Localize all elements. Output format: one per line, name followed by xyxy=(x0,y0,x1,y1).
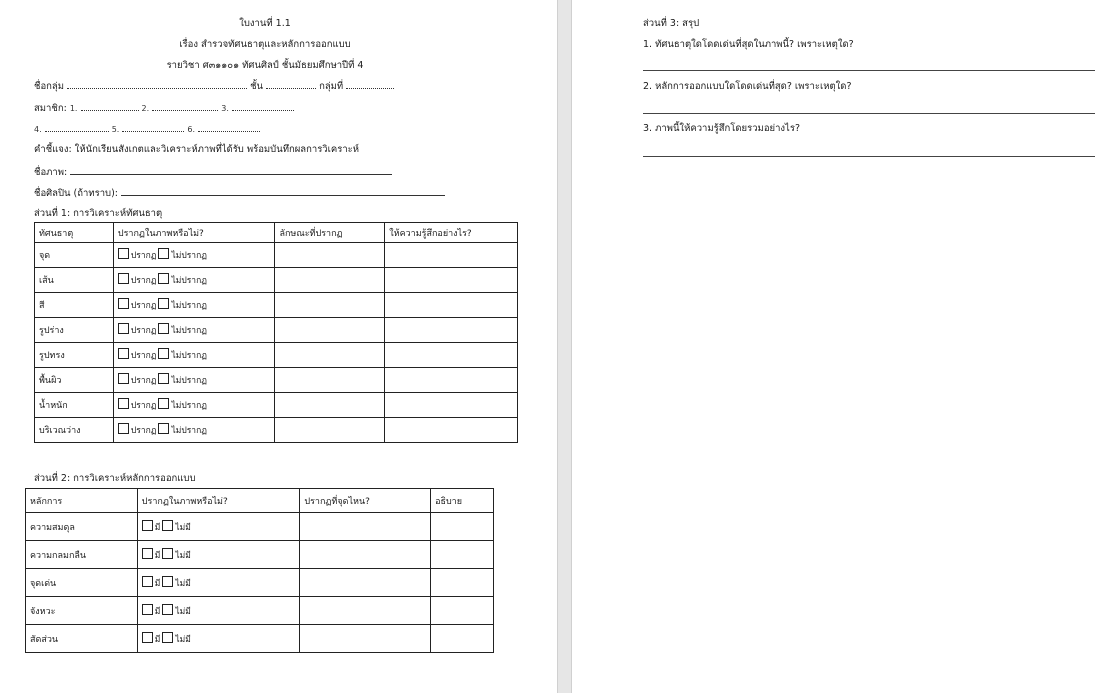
member-blank[interactable] xyxy=(198,122,260,132)
answer-cell[interactable] xyxy=(431,597,494,625)
answer-line-2[interactable] xyxy=(643,113,1095,114)
row-label: สัดส่วน xyxy=(26,625,138,653)
answer-cell[interactable] xyxy=(431,513,494,541)
checkbox-yes[interactable] xyxy=(118,348,129,359)
table-row xyxy=(26,597,494,625)
checkbox-no[interactable] xyxy=(162,548,173,559)
option-yes-label: ปรากฏ xyxy=(130,276,157,286)
option-yes-label: ปรากฏ xyxy=(130,426,157,436)
table-row xyxy=(35,393,518,418)
member-blank[interactable] xyxy=(152,101,218,111)
checkbox-yes[interactable] xyxy=(142,604,153,615)
table-row xyxy=(26,569,494,597)
member-blank[interactable] xyxy=(122,122,184,132)
row-label: บริเวณว่าง xyxy=(35,418,114,443)
option-yes-label: ปรากฏ xyxy=(130,251,157,261)
presence-cell xyxy=(113,418,275,443)
principles-table xyxy=(25,488,494,653)
member-num: 3. xyxy=(221,104,229,113)
answer-cell[interactable] xyxy=(300,597,431,625)
table-header-row xyxy=(35,223,518,243)
header-cell: ปรากฏที่จุดไหน? xyxy=(300,489,431,513)
checkbox-no[interactable] xyxy=(158,323,169,334)
answer-cell[interactable] xyxy=(275,243,385,268)
checkbox-no[interactable] xyxy=(162,632,173,643)
option-no-label: ไม่ปรากฏ xyxy=(171,426,207,436)
row-label: น้ำหนัก xyxy=(35,393,114,418)
header-cell: ลักษณะที่ปรากฏ xyxy=(275,223,385,243)
groupno-blank[interactable] xyxy=(346,79,394,89)
presence-cell xyxy=(137,569,300,597)
answer-cell[interactable] xyxy=(385,268,518,293)
checkbox-yes[interactable] xyxy=(118,398,129,409)
answer-cell[interactable] xyxy=(300,541,431,569)
header-cell: ทัศนธาตุ xyxy=(35,223,114,243)
elements-table xyxy=(34,222,518,443)
checkbox-no[interactable] xyxy=(158,298,169,309)
checkbox-yes[interactable] xyxy=(118,373,129,384)
part2-title: ส่วนที่ 2: การวิเคราะห์หลักการออกแบบ xyxy=(34,473,196,484)
worksheet-title: ใบงานที่ 1.1 xyxy=(239,18,291,29)
header-cell: ปรากฏในภาพหรือไม่? xyxy=(113,223,275,243)
option-no-label: ไม่ปรากฏ xyxy=(171,351,207,361)
answer-line-3[interactable] xyxy=(643,156,1095,157)
header-cell: ปรากฏในภาพหรือไม่? xyxy=(137,489,300,513)
row-label: ความกลมกลืน xyxy=(26,541,138,569)
image-name-row xyxy=(34,164,392,180)
answer-line-1[interactable] xyxy=(643,70,1095,71)
table-row xyxy=(26,513,494,541)
table-row xyxy=(35,418,518,443)
option-no-label: ไม่มี xyxy=(175,578,191,589)
table-header-row xyxy=(26,489,494,513)
row-label: รูปร่าง xyxy=(35,318,114,343)
row-label: รูปทรง xyxy=(35,343,114,368)
row-label: พื้นผิว xyxy=(35,368,114,393)
option-no-label: ไม่มี xyxy=(175,550,191,561)
answer-cell[interactable] xyxy=(275,293,385,318)
member-num: 4. xyxy=(34,125,42,134)
checkbox-no[interactable] xyxy=(158,373,169,384)
presence-cell xyxy=(137,513,300,541)
worksheet-subject: เรื่อง สำรวจทัศนธาตุและหลักการออกแบบ xyxy=(179,39,351,50)
answer-cell[interactable] xyxy=(275,393,385,418)
answer-cell[interactable] xyxy=(275,418,385,443)
worksheet-course: รายวิชา ศ๓๑๑๐๑ ทัศนศิลป์ ชั้นมัธยมศึกษาปีที่ 4 xyxy=(166,60,364,71)
group-name-blank[interactable] xyxy=(67,79,247,89)
row-label: เส้น xyxy=(35,268,114,293)
members-label: สมาชิก: xyxy=(34,103,67,114)
checkbox-no[interactable] xyxy=(162,520,173,531)
answer-cell[interactable] xyxy=(275,368,385,393)
row-label: จุด xyxy=(35,243,114,268)
checkbox-no[interactable] xyxy=(158,423,169,434)
answer-cell[interactable] xyxy=(385,393,518,418)
member-num: 1. xyxy=(69,104,78,113)
option-no-label: ไม่ปรากฏ xyxy=(171,326,207,336)
option-yes-label: มี xyxy=(154,578,161,589)
answer-cell[interactable] xyxy=(385,343,518,368)
answer-cell[interactable] xyxy=(275,268,385,293)
presence-cell xyxy=(113,393,275,418)
option-no-label: ไม่มี xyxy=(175,606,191,617)
artist-row xyxy=(34,185,445,201)
option-yes-label: ปรากฏ xyxy=(130,326,157,336)
option-no-label: ไม่ปรากฏ xyxy=(171,376,207,386)
row-label: ความสมดุล xyxy=(26,513,138,541)
answer-cell[interactable] xyxy=(275,343,385,368)
presence-cell xyxy=(113,368,275,393)
table-row xyxy=(35,268,518,293)
checkbox-yes[interactable] xyxy=(142,548,153,559)
presence-cell xyxy=(113,318,275,343)
row-label: จุดเด่น xyxy=(26,569,138,597)
table-row xyxy=(35,293,518,318)
table-row xyxy=(35,243,518,268)
option-yes-label: ปรากฏ xyxy=(130,301,157,311)
checkbox-yes[interactable] xyxy=(118,423,129,434)
class-label: ชั้น xyxy=(250,81,264,92)
checkbox-no[interactable] xyxy=(158,273,169,284)
artist-blank[interactable] xyxy=(121,185,445,196)
option-yes-label: ปรากฏ xyxy=(130,401,157,411)
member-blank[interactable] xyxy=(81,101,139,111)
answer-cell[interactable] xyxy=(300,569,431,597)
image-name-blank[interactable] xyxy=(70,164,392,175)
answer-cell[interactable] xyxy=(385,418,518,443)
member-blank[interactable] xyxy=(45,122,109,132)
part3-title: ส่วนที่ 3: สรุป xyxy=(643,18,700,29)
checkbox-no[interactable] xyxy=(158,398,169,409)
table-row xyxy=(26,541,494,569)
checkbox-yes[interactable] xyxy=(118,273,129,284)
presence-cell xyxy=(137,541,300,569)
option-yes-label: ปรากฏ xyxy=(130,376,157,386)
row-label: สี xyxy=(35,293,114,318)
checkbox-no[interactable] xyxy=(162,604,173,615)
presence-cell xyxy=(137,597,300,625)
page-gap xyxy=(557,0,572,693)
document-page-2 xyxy=(572,0,1114,693)
member-num: 6. xyxy=(187,125,196,134)
groupno-label: กลุ่มที่ xyxy=(319,81,344,92)
checkbox-yes[interactable] xyxy=(142,520,153,531)
option-no-label: ไม่ปรากฏ xyxy=(171,301,207,311)
checkbox-yes[interactable] xyxy=(118,248,129,259)
answer-cell[interactable] xyxy=(385,318,518,343)
group-label: ชื่อกลุ่ม xyxy=(34,81,64,92)
header-cell: หลักการ xyxy=(26,489,138,513)
checkbox-no[interactable] xyxy=(158,348,169,359)
part1-title: ส่วนที่ 1: การวิเคราะห์ทัศนธาตุ xyxy=(34,208,163,219)
row-label: จังหวะ xyxy=(26,597,138,625)
checkbox-yes[interactable] xyxy=(118,323,129,334)
checkbox-yes[interactable] xyxy=(118,298,129,309)
answer-cell[interactable] xyxy=(431,625,494,653)
option-yes-label: ปรากฏ xyxy=(130,351,157,361)
member-blank[interactable] xyxy=(232,101,294,111)
members-row-1 xyxy=(34,101,294,116)
class-blank[interactable] xyxy=(266,79,316,89)
answer-cell[interactable] xyxy=(275,318,385,343)
answer-cell[interactable] xyxy=(385,243,518,268)
option-yes-label: มี xyxy=(154,522,161,533)
option-yes-label: มี xyxy=(154,550,161,561)
table-row xyxy=(35,343,518,368)
presence-cell xyxy=(137,625,300,653)
checkbox-yes[interactable] xyxy=(142,576,153,587)
header-cell: ให้ความรู้สึกอย่างไร? xyxy=(385,223,518,243)
member-num: 5. xyxy=(111,125,120,134)
question-2: 2. หลักการออกแบบใดโดดเด่นที่สุด? เพราะเหตุใด? xyxy=(643,81,852,92)
table-row xyxy=(35,368,518,393)
answer-cell[interactable] xyxy=(300,625,431,653)
table-row xyxy=(26,625,494,653)
answer-cell[interactable] xyxy=(431,541,494,569)
option-no-label: ไม่มี xyxy=(175,634,191,645)
question-3: 3. ภาพนี้ให้ความรู้สึกโดยรวมอย่างไร? xyxy=(643,123,800,134)
question-1: 1. ทัศนธาตุใดโดดเด่นที่สุดในภาพนี้? เพราะเหตุใด? xyxy=(643,39,854,50)
header-cell: อธิบาย xyxy=(431,489,494,513)
answer-cell[interactable] xyxy=(431,569,494,597)
answer-cell[interactable] xyxy=(300,513,431,541)
presence-cell xyxy=(113,343,275,368)
presence-cell xyxy=(113,268,275,293)
checkbox-no[interactable] xyxy=(158,248,169,259)
checkbox-yes[interactable] xyxy=(142,632,153,643)
option-no-label: ไม่ปรากฏ xyxy=(171,401,207,411)
option-yes-label: มี xyxy=(154,606,161,617)
option-no-label: ไม่มี xyxy=(175,522,191,533)
group-row xyxy=(34,79,394,94)
checkbox-no[interactable] xyxy=(162,576,173,587)
artist-label: ชื่อศิลปิน (ถ้าทราบ): xyxy=(34,188,118,199)
answer-cell[interactable] xyxy=(385,293,518,318)
table-row xyxy=(35,318,518,343)
member-num: 2. xyxy=(141,104,150,113)
answer-cell[interactable] xyxy=(385,368,518,393)
option-no-label: ไม่ปรากฏ xyxy=(171,276,207,286)
instruction-text: คำชี้แจง: ให้นักเรียนสังเกตและวิเคราะห์ภาพที่ได้รับ พร้อมบันทึกผลการวิเคราะห์ xyxy=(34,144,360,155)
presence-cell xyxy=(113,243,275,268)
option-yes-label: มี xyxy=(154,634,161,645)
image-name-label: ชื่อภาพ: xyxy=(34,167,68,178)
members-row-2 xyxy=(34,122,260,135)
option-no-label: ไม่ปรากฏ xyxy=(171,251,207,261)
presence-cell xyxy=(113,293,275,318)
